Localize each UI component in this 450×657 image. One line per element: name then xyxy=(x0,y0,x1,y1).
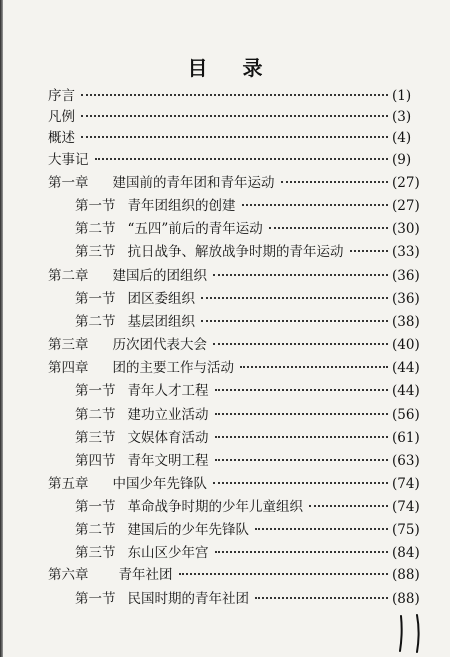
toc-entry-marker: 第一章 xyxy=(48,175,89,191)
toc-entry-marker: 第二节 xyxy=(75,407,116,423)
toc-entry-marker: 第二章 xyxy=(48,268,89,284)
toc-entry-label xyxy=(0,497,303,517)
toc-entry-title: 建功立业活动 xyxy=(127,407,209,423)
toc-entry-label xyxy=(0,565,173,585)
toc-entry-label xyxy=(0,451,209,471)
toc-entry-marker: 第三节 xyxy=(75,244,116,260)
toc-entry-marker: 凡例 xyxy=(48,109,75,125)
toc-entry-marker: 第三节 xyxy=(75,545,116,561)
toc-entry-label xyxy=(0,289,195,309)
toc-section-entry[interactable] xyxy=(0,405,450,425)
toc-page-number: (38) xyxy=(392,314,420,330)
toc-page-number: (9) xyxy=(392,152,412,168)
toc-page-number: (36) xyxy=(392,268,420,284)
toc-entry-marker: 第二节 xyxy=(75,522,116,538)
toc-entry-marker: 第三节 xyxy=(75,430,116,446)
dot-leader xyxy=(255,597,388,599)
toc-page-number: (27) xyxy=(392,198,420,214)
dot-leader xyxy=(350,250,389,252)
toc-entry-label xyxy=(0,219,263,239)
toc-page-number: (63) xyxy=(392,453,420,469)
page-title: 目 录 xyxy=(187,56,277,80)
toc-chapter-entry[interactable] xyxy=(0,474,450,494)
toc-entry-title: 中国少年先锋队 xyxy=(112,476,207,492)
toc-entry[interactable] xyxy=(0,150,450,170)
toc-entry-title: 青年社团 xyxy=(118,567,173,583)
toc-entry[interactable] xyxy=(0,86,450,106)
toc-chapter-entry[interactable] xyxy=(0,358,450,378)
toc-entry-title: 青年人才工程 xyxy=(127,383,209,399)
toc-entry-title: 历次团代表大会 xyxy=(112,337,207,353)
toc-entry-title: 青年团组织的创建 xyxy=(127,198,236,214)
toc-entry-title: 抗日战争、解放战争时期的青年运动 xyxy=(127,244,344,260)
toc-entry-title: 文娱体育活动 xyxy=(127,430,209,446)
toc-entry[interactable] xyxy=(0,128,450,148)
toc-page-number: (33) xyxy=(392,244,420,260)
toc-entry-title: 建国后的少年先锋队 xyxy=(127,522,249,538)
handwritten-page-number xyxy=(393,612,433,654)
toc-entry-marker: 第二节 xyxy=(75,314,116,330)
toc-section-entry[interactable] xyxy=(0,242,450,262)
toc-chapter-entry[interactable] xyxy=(0,565,450,585)
toc-entry-label xyxy=(0,128,75,148)
toc-page-number: (74) xyxy=(392,476,420,492)
dot-leader xyxy=(213,482,388,484)
dot-leader xyxy=(215,389,389,391)
toc-entry-marker: 大事记 xyxy=(48,152,89,168)
toc-page-number: (56) xyxy=(392,407,420,423)
toc-page-number: (4) xyxy=(392,130,412,146)
dot-leader xyxy=(215,459,389,461)
dot-leader xyxy=(242,204,389,206)
toc-entry-title: 团的主要工作与活动 xyxy=(112,360,234,376)
toc-entry-marker: 第一节 xyxy=(75,291,116,307)
toc-section-entry[interactable] xyxy=(0,428,450,448)
dot-leader xyxy=(81,136,388,138)
toc-entry-marker: 第一节 xyxy=(75,499,116,515)
toc-section-entry[interactable] xyxy=(0,497,450,517)
toc-page-number: (44) xyxy=(392,383,420,399)
toc-entry-title: 革命战争时期的少年儿童组织 xyxy=(127,499,303,515)
toc-entry-label xyxy=(0,335,207,355)
toc-page-number: (1) xyxy=(392,88,412,104)
toc-entry-label xyxy=(0,150,89,170)
toc-entry-label xyxy=(0,520,249,540)
toc-entry-label xyxy=(0,266,207,286)
toc-section-entry[interactable] xyxy=(0,312,450,332)
toc-section-entry[interactable] xyxy=(0,219,450,239)
toc-page-number: (61) xyxy=(392,430,420,446)
dot-leader xyxy=(269,227,388,229)
toc-entry-title: 团区委组织 xyxy=(127,291,195,307)
dot-leader xyxy=(201,320,388,322)
toc-entry-marker: 第四章 xyxy=(48,360,89,376)
toc-entry-marker: 序言 xyxy=(48,88,75,104)
toc-entry-label xyxy=(0,358,234,378)
toc-entry-marker: 第二节 xyxy=(75,221,116,237)
toc-section-entry[interactable] xyxy=(0,196,450,216)
dot-leader xyxy=(255,528,388,530)
dot-leader xyxy=(281,181,389,183)
toc-entry-title: 民国时期的青年社团 xyxy=(127,591,249,607)
toc-entry-marker: 概述 xyxy=(48,130,75,146)
dot-leader xyxy=(213,274,388,276)
toc-page-number: (3) xyxy=(392,109,412,125)
toc-entry-marker: 第三章 xyxy=(48,337,89,353)
toc-entry-label xyxy=(0,543,209,563)
toc-page-number: (27) xyxy=(392,175,420,191)
toc-page-number: (36) xyxy=(392,291,420,307)
toc-entry-marker: 第六章 xyxy=(48,567,89,583)
toc-entry-title: 东山区少年宫 xyxy=(127,545,209,561)
toc-page-number: (75) xyxy=(392,522,420,538)
toc-entry-label xyxy=(0,242,344,262)
toc-entry-label xyxy=(0,381,209,401)
toc-entry-marker: 第五章 xyxy=(48,476,89,492)
toc-entry-marker: 第一节 xyxy=(75,383,116,399)
dot-leader xyxy=(81,94,388,96)
toc-section-entry[interactable] xyxy=(0,381,450,401)
toc-entry-marker: 第一节 xyxy=(75,591,116,607)
toc-entry-title: 建国前的青年团和青年运动 xyxy=(112,175,275,191)
toc-entry[interactable] xyxy=(0,107,450,127)
toc-entry-label xyxy=(0,196,236,216)
dot-leader xyxy=(215,413,389,415)
toc-page-number: (30) xyxy=(392,221,420,237)
toc-page-number: (44) xyxy=(392,360,420,376)
toc-entry-title: 基层团组织 xyxy=(127,314,195,330)
toc-entry-title: 建国后的团组织 xyxy=(112,268,207,284)
toc-chapter-entry[interactable] xyxy=(0,335,450,355)
toc-page-number: (74) xyxy=(392,499,420,515)
dot-leader xyxy=(179,573,389,575)
toc-entry-label xyxy=(0,173,275,193)
toc-page-number: (88) xyxy=(392,567,420,583)
toc-entry-title: 青年文明工程 xyxy=(127,453,209,469)
toc-section-entry[interactable] xyxy=(0,451,450,471)
dot-leader xyxy=(215,436,389,438)
toc-entry-marker: 第四节 xyxy=(75,453,116,469)
dot-leader xyxy=(309,505,388,507)
toc-chapter-entry[interactable] xyxy=(0,173,450,193)
toc-entry-title: “五四”前后的青年运动 xyxy=(127,221,263,237)
toc-entry-label xyxy=(0,428,209,448)
dot-leader xyxy=(201,297,388,299)
dot-leader xyxy=(213,343,388,345)
toc-section-entry[interactable] xyxy=(0,589,450,609)
toc-section-entry[interactable] xyxy=(0,520,450,540)
toc-page-number: (84) xyxy=(392,545,420,561)
toc-entry-label xyxy=(0,474,207,494)
dot-leader xyxy=(215,551,389,553)
dot-leader xyxy=(81,115,388,117)
toc-page-number: (88) xyxy=(392,591,420,607)
toc-entry-label xyxy=(0,107,75,127)
toc-entry-label xyxy=(0,86,75,106)
toc-entry-marker: 第一节 xyxy=(75,198,116,214)
toc-entry-label xyxy=(0,405,209,425)
toc-chapter-entry[interactable] xyxy=(0,266,450,286)
toc-entry-label xyxy=(0,312,195,332)
dot-leader xyxy=(95,158,389,160)
toc-section-entry[interactable] xyxy=(0,543,450,563)
toc-entry-label xyxy=(0,589,249,609)
toc-page-number: (40) xyxy=(392,337,420,353)
dot-leader xyxy=(240,366,388,368)
toc-section-entry[interactable] xyxy=(0,289,450,309)
